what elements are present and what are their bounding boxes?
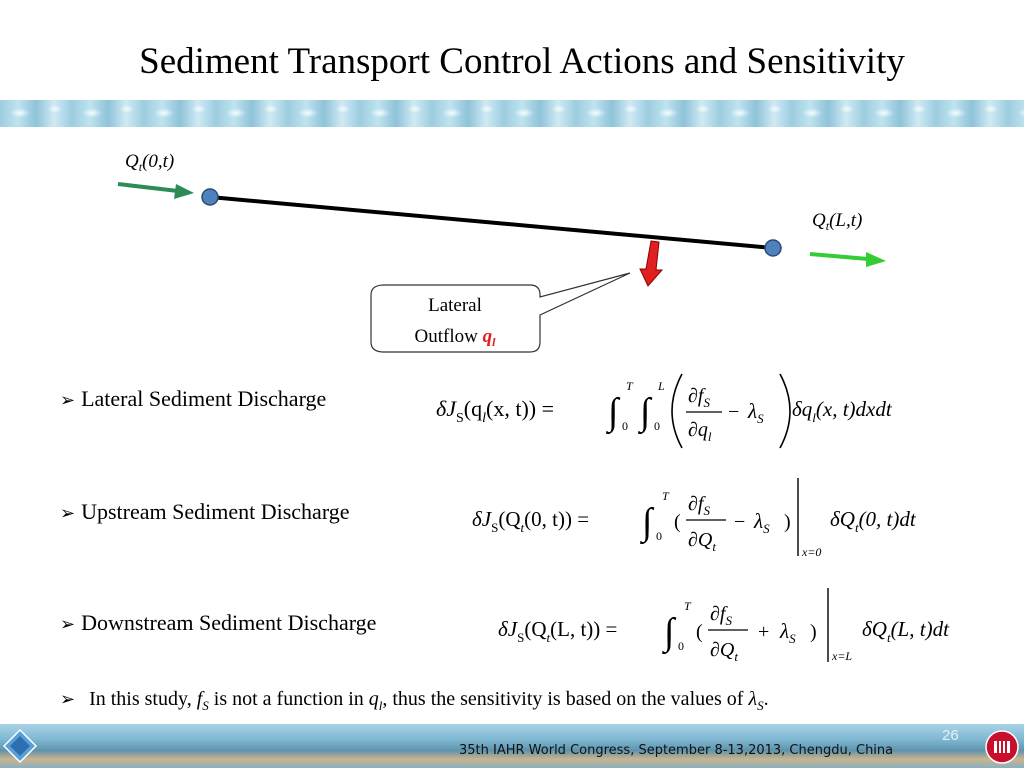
lateral-outflow-arrow — [640, 241, 662, 286]
svg-text:−: − — [734, 511, 746, 533]
svg-text:δQt(0, t)dt: $\delta Q_t(0$, t)dt — [830, 507, 916, 535]
bullet-upstream: ➢ Upstream Sediment Discharge — [60, 499, 350, 524]
conference-logo-icon — [0, 726, 40, 766]
bullet-arrow-icon: ➢ — [60, 503, 76, 524]
svg-text:−: − — [728, 401, 740, 423]
svg-text:∂fS: $\partial f_S$ — [710, 603, 732, 628]
svg-text:δJS(Qt(L, t)) =: $\delta J_S(Q_t(L$, t)) = — [498, 617, 618, 645]
outflow-label: $Q_t(L,t)$ — [812, 210, 863, 233]
svg-text:Outflow ql: Outflow $q_l$ — [414, 326, 496, 349]
svg-text:∂fS: $\partial f_S$ — [688, 385, 710, 410]
svg-text:∫: ∫ — [608, 391, 619, 433]
channel-line — [210, 197, 773, 248]
svg-text:): ) — [784, 511, 791, 533]
equation-downstream — [494, 584, 994, 676]
equation-lateral — [430, 366, 970, 456]
svg-text:∂fS: $\partial f_S$ — [688, 493, 710, 518]
svg-text:(: ( — [696, 621, 703, 643]
svg-text:λS: $\lambda_S$ — [754, 509, 770, 536]
svg-text:T: T — [662, 489, 669, 503]
equation-upstream — [468, 474, 968, 566]
svg-text:Lateral: Lateral — [428, 295, 482, 316]
bullet-downstream: ➢ Downstream Sediment Discharge — [60, 610, 377, 635]
svg-text:0: 0 — [654, 419, 660, 433]
svg-text:δql(x, t)dxdt: $\delta q_l(x$, t)dxdt — [792, 397, 892, 425]
outflow-arrow — [810, 252, 886, 267]
bullet-arrow-icon: ➢ — [60, 614, 76, 635]
footer-text: 35th IAHR World Congress, September 8-13,2013, Chengdu, China — [459, 743, 894, 758]
inflow-label: $Q_t(0,t)$ — [125, 151, 175, 174]
upstream-node — [202, 189, 218, 205]
page-number: 26 — [942, 727, 959, 744]
bullet-arrow-icon: ➢ — [60, 689, 76, 710]
svg-text:λS: $\lambda_S$ — [780, 619, 796, 646]
svg-text:0: 0 — [678, 639, 684, 653]
svg-text:): ) — [810, 621, 817, 643]
svg-text:T: T — [684, 599, 691, 613]
downstream-node — [765, 240, 781, 256]
svg-text:x=0: x=0 — [802, 545, 822, 559]
svg-text:δJS(Qt(0, t)) =: $\delta J_S(Q_t(0$, t)) = — [472, 507, 590, 535]
svg-text:T: T — [626, 379, 633, 393]
svg-text:δQt(L, t)dt: $\delta Q_t(L$, t)dt — [862, 617, 949, 645]
channel-diagram — [0, 0, 1024, 360]
study-note: ➢ In this study, $f_S$ is not a function in $q_l$, thus the sensitivity is based on the values of $\lambda_S$. — [60, 688, 769, 713]
svg-text:+: + — [758, 621, 770, 643]
svg-text:δJS(ql(x, t)) =: $\delta J_S(q_l(x$, t)) = — [436, 396, 555, 426]
bullet-lateral: ➢ Lateral Sediment Discharge — [60, 386, 327, 411]
svg-text:0: 0 — [622, 419, 628, 433]
svg-text:∂Qt: $\partial Q_t$ — [710, 639, 738, 664]
university-seal-icon — [984, 729, 1020, 765]
svg-text:∫: ∫ — [642, 501, 653, 543]
svg-text:∫: ∫ — [664, 611, 675, 653]
svg-text:∂Qt: $\partial Q_t$ — [688, 529, 716, 554]
svg-text:λS: $\lambda_S$ — [748, 399, 764, 426]
svg-text:∂ql: $\partial q_l$ — [688, 419, 712, 444]
svg-text:L: L — [658, 379, 665, 393]
bullet-arrow-icon: ➢ — [60, 390, 76, 411]
inflow-arrow — [118, 184, 194, 199]
lateral-outflow-callout — [371, 273, 630, 352]
svg-text:0: 0 — [656, 529, 662, 543]
slide-title: Sediment Transport Control Actions and Sensitivity — [139, 41, 905, 82]
svg-text:∫: ∫ — [640, 391, 651, 433]
svg-text:(: ( — [674, 511, 681, 533]
svg-text:x=L: x=L — [832, 649, 853, 663]
